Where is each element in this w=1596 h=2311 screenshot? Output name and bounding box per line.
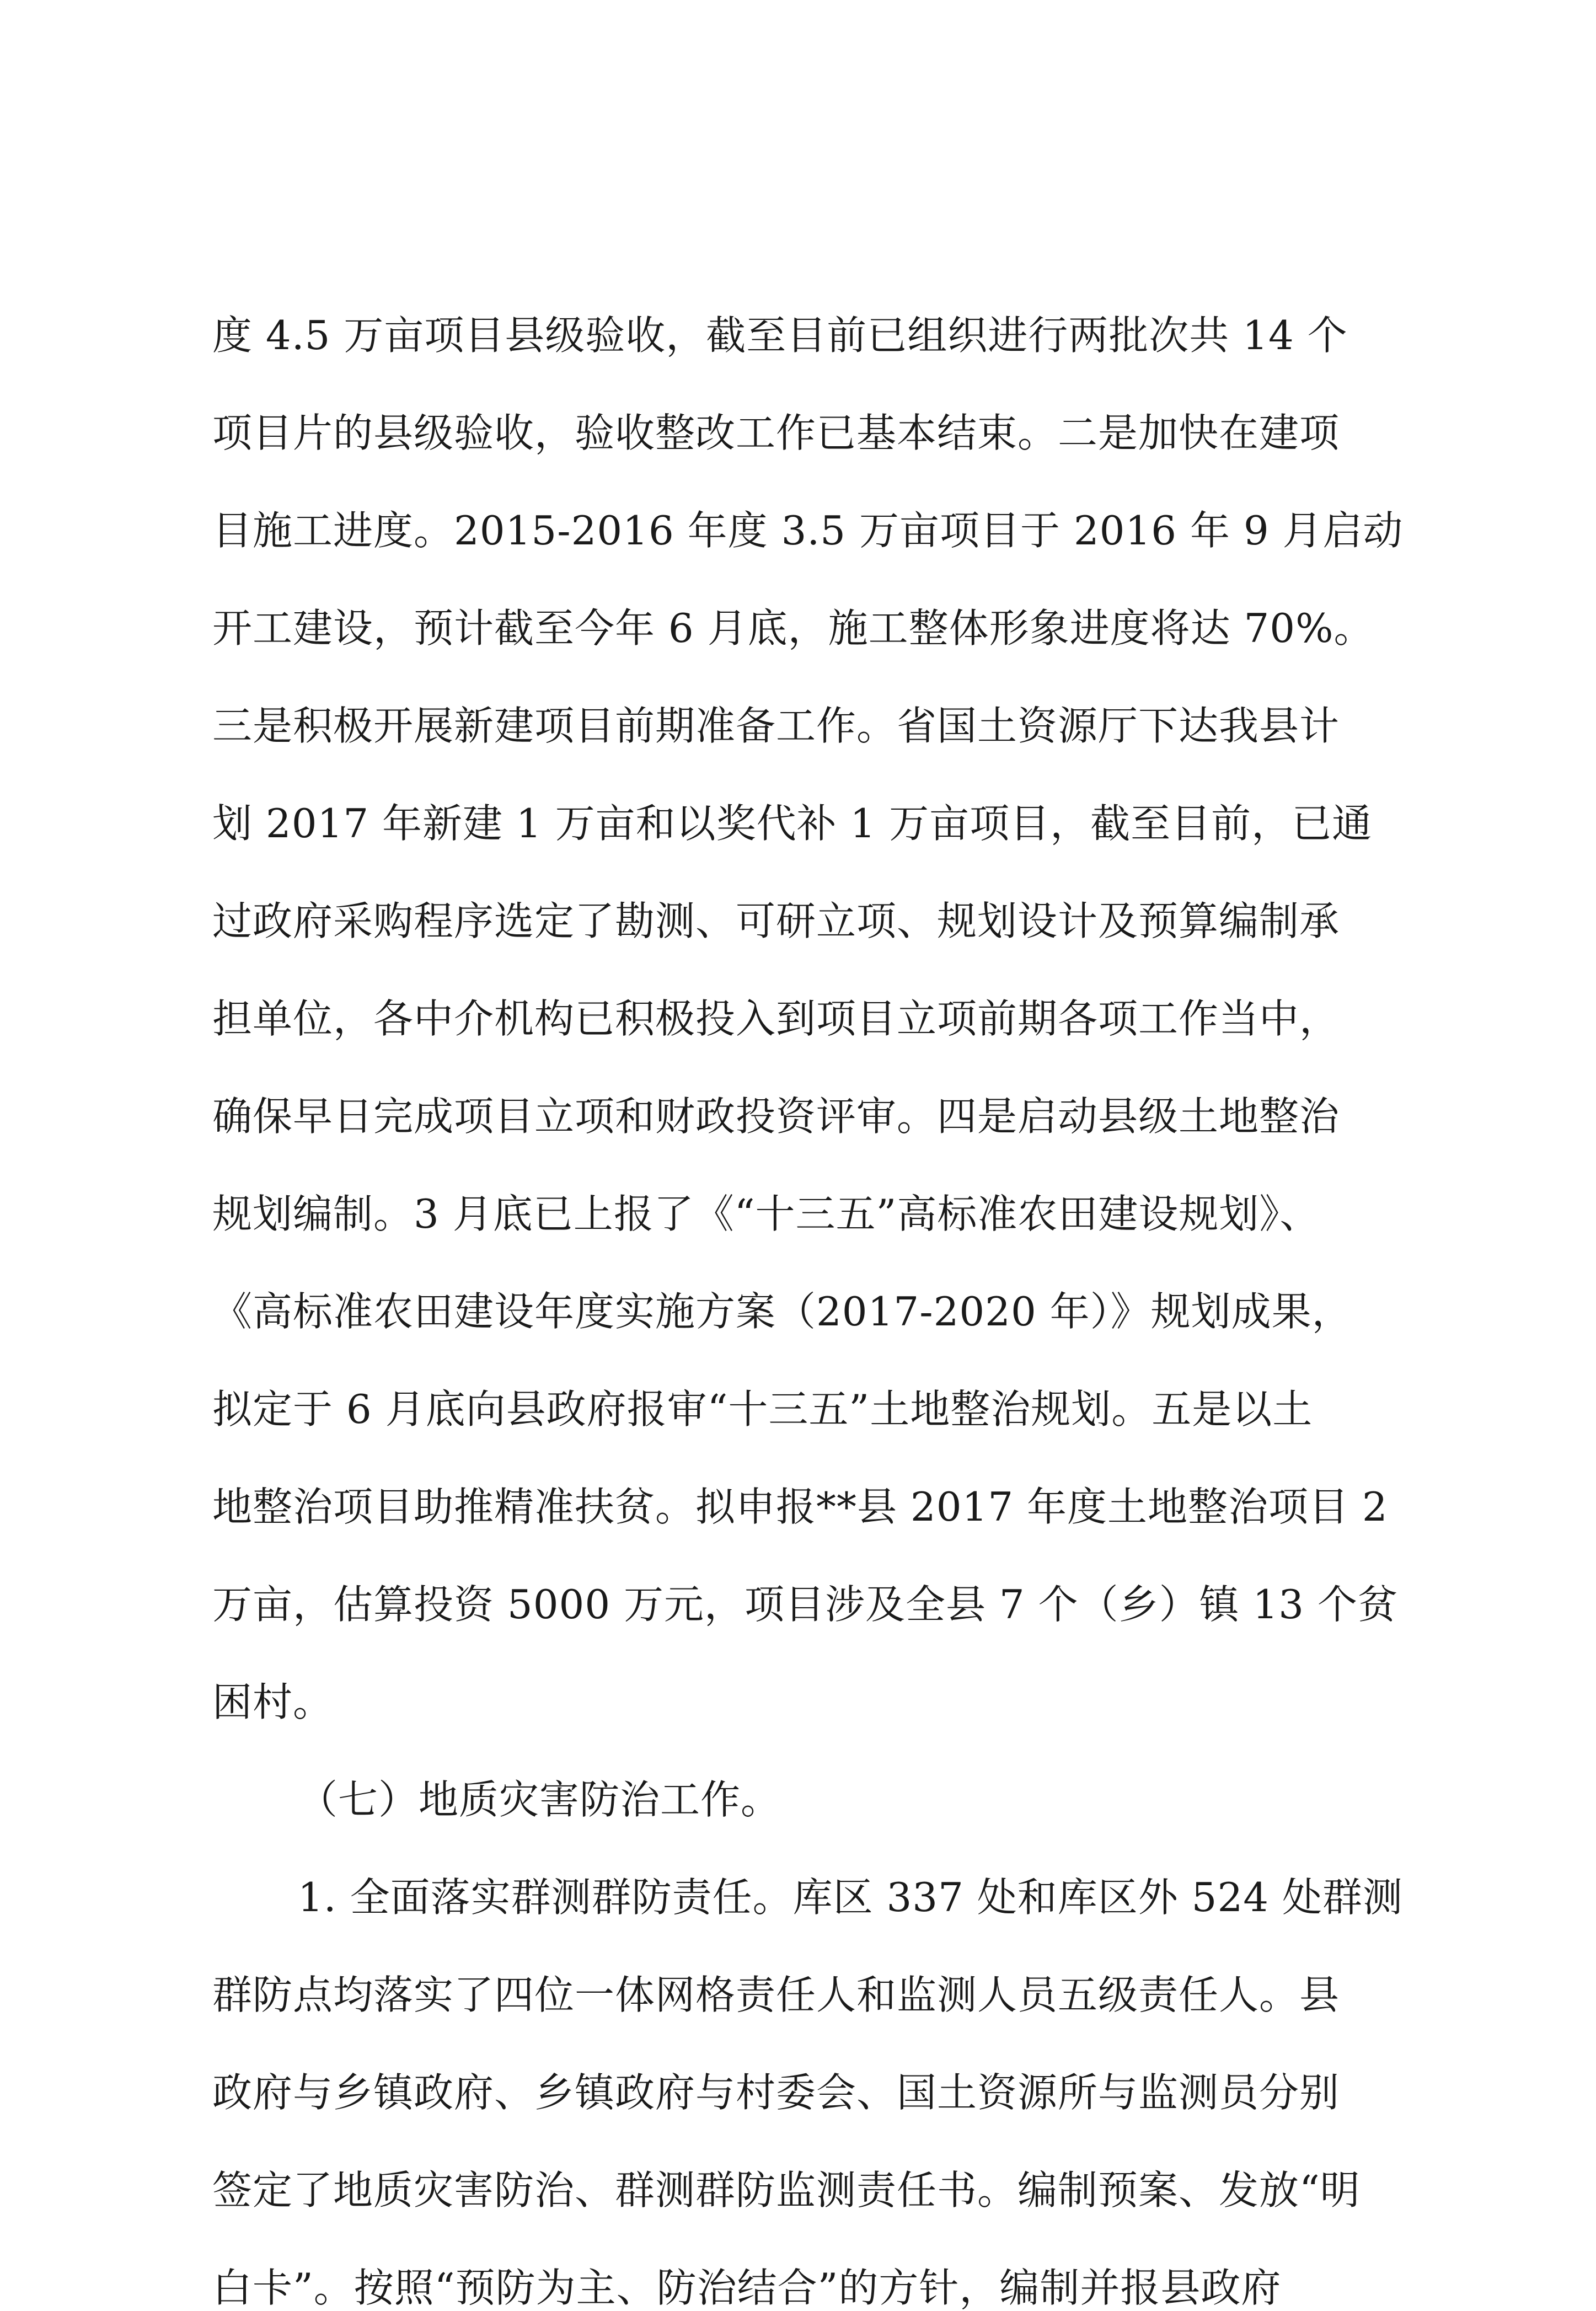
text-line: 《高标准农田建设年度实施方案（2017-2020 年）》规划成果， [212,1288,1352,1335]
text-line: 地整治项目助推精准扶贫。拟申报**县 2017 年度土地整治项目 2 [212,1484,1388,1530]
text-line: 政府与乡镇政府、乡镇政府与村委会、国土资源所与监测员分别 [212,2069,1340,2116]
text-line: 规划编制。3 月底已上报了《“十三五”高标准农田建设规划》、 [212,1191,1320,1237]
text-line: 万亩，估算投资 5000 万元，项目涉及全县 7 个（乡）镇 13 个贫 [212,1581,1398,1628]
text-line: 划 2017 年新建 1 万亩和以奖代补 1 万亩项目，截至目前，已通 [212,800,1373,847]
text-line: 过政府采购程序选定了勘测、可研立项、规划设计及预算编制承 [212,898,1340,944]
section-heading: （七）地质灾害防治工作。 [298,1777,781,1823]
text-line: 度 4.5 万亩项目县级验收，截至目前已组织进行两批次共 14 个 [212,312,1348,359]
text-line: 1. 全面落实群测群防责任。库区 337 处和库区外 524 处群测 [298,1874,1403,1921]
text-line: 困村。 [212,1679,334,1725]
text-line: 开工建设，预计截至今年 6 月底，施工整体形象进度将达 70%。 [212,605,1374,651]
text-line: 项目片的县级验收，验收整改工作已基本结束。二是加快在建项 [212,410,1340,456]
text-line: 拟定于 6 月底向县政府报审“十三五”土地整治规划。五是以土 [212,1386,1313,1432]
text-line: 白卡”。按照“预防为主、防治结合”的方针，编制并报县政府 [212,2265,1282,2311]
text-line: 签定了地质灾害防治、群测群防监测责任书。编制预案、发放“明 [212,2167,1361,2213]
text-line: 担单位，各中介机构已积极投入到项目立项前期各项工作当中， [212,996,1340,1042]
text-line: 确保早日完成项目立项和财政投资评审。四是启动县级土地整治 [212,1093,1340,1140]
text-line: 群防点均落实了四位一体网格责任人和监测人员五级责任人。县 [212,1972,1340,2018]
text-line: 目施工进度。2015-2016 年度 3.5 万亩项目于 2016 年 9 月启动 [212,507,1404,554]
text-line: 三是积极开展新建项目前期准备工作。省国土资源厅下达我县计 [212,703,1340,749]
